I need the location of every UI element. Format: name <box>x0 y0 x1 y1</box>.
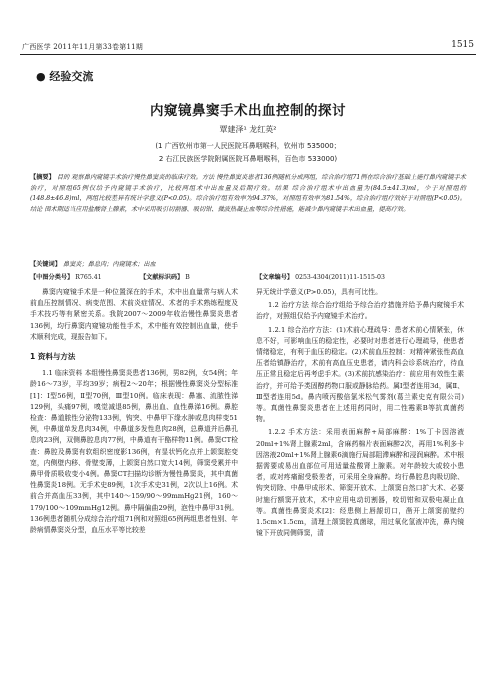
body-column-right <box>256 287 464 539</box>
page-number: 1515 <box>451 40 474 50</box>
affiliation-1: (1 广西钦州市第一人民医院耳鼻咽喉科，钦州市 535000； <box>155 142 341 150</box>
clinical-data-paragraph: 1.1 临床资料 本组慢性鼻窦炎患者136例，男82例，女54例；年龄16～73岁，平均39岁；病程2～20年；根据慢性鼻窦炎分型标准[1]：Ⅰ型56例，Ⅱ型70例，Ⅲ型10例。临床表现：鼻塞、流脓性涕129例，头痛97例，嗅觉减退85例，鼻出血、血性鼻涕16例。鼻腔检查：鼻道脓性分泌物133例，钩突、中鼻甲下缘水肿或息肉样变51例，中鼻道单发息肉34例，中鼻道多发性息肉28例，总鼻道并后鼻孔息肉23例，双侧鼻腔息肉77例，中鼻道有干酪样物11例。鼻窦CT检查：鼻腔及鼻窦有软组织密度影136例，有显状钙化点并上颌窦腔变宽，内侧壁内移、骨壁变薄，上颌窦自然口宽大14例，筛窦受累并中鼻甲骨质吸收变小4例。鼻窦CT扫描均诊断为慢性鼻窦炎，其中真菌性鼻窦炎18例。无手术史89例，1次手术史31例，2次以上16例。术前合并高血压33例，其中140～159/90～99mmHg21例，160～179/100～109mmHg12例。鼻中隔偏曲29例，泡性中鼻甲31例。136例患者随机分成综合治疗组71例和对照组65例两组患者性别、年龄病情鼻窦炎分型，血压水平等比较差 <box>30 369 238 535</box>
section-heading-materials-methods: 1 资料与方法 <box>30 352 76 362</box>
keywords-label: 【关键词】 <box>30 261 61 268</box>
article-no-value: 0253-4304(2011)11-1515-03 <box>295 274 385 281</box>
continued-paragraph: 异无统计学意义(P>0.05)，具有可比性。 <box>256 288 382 296</box>
abstract-text: 目的 观察鼻内窥镜手术治疗慢性鼻窦炎的临床疗效。方法 慢性鼻窦炎患者136例随机分成两组，综合治疗组71例在综合治疗基础上施行鼻内窥镜手术治疗，对照组65例仅给予内窥镜手术治疗，比较两组术中出血量及后期疗效。结果 综合治疗组术中出血量为(84.5±41.3)ml，少于对照组的(148.8±46.8)ml，两组比较差异有统计学意义(P<0.05)。综合治疗组有效率为94.37%，对照组有效率为81.54%，综合治疗组疗效好于对照组(P<0.05)。结论 围术期适当应用盐酸肾上腺素，术中采用吸引切割器、吸切钳、微波热凝止血等综合性措施，能减少鼻内窥镜手术出血量，提高疗效。 <box>30 174 466 213</box>
article-title: 内窥镜鼻窦手术出血控制的探讨 <box>150 103 346 119</box>
clc-value: R765.41 <box>75 274 102 281</box>
abstract-label: 【摘要】 <box>30 174 55 181</box>
treatment-methods-paragraph: 1.2 治疗方法 综合治疗组给予综合治疗措施并给予鼻内窥镜手术治疗，对照组仅给予内窥镜手术治疗。 <box>256 301 464 321</box>
section-label: ● 经验交流 <box>36 70 94 83</box>
article-authors: 覃建泽¹ 龙红英² <box>219 125 277 134</box>
body-column-left <box>30 287 238 536</box>
article-no-label: 【文章编号】 <box>256 274 294 281</box>
doc-code-label: 【文献标识码】 <box>140 274 184 281</box>
keywords <box>30 259 466 268</box>
keywords-text: 鼻窦炎；鼻息肉；内窥镜术；出血 <box>62 261 156 268</box>
abstract <box>30 173 466 215</box>
clc-classification <box>30 272 102 281</box>
running-header: 广西医学 2011年11月第33卷第11期 <box>22 43 143 51</box>
header-rule <box>20 54 476 55</box>
surgical-method-paragraph: 1.2.2 手术方法：采用表面麻醉+局部麻醉：1%丁卡因溶液20ml+1%肾上腺素2ml，含麻药棉片表面麻醉2次，再用1%利多卡因溶液20ml+1%肾上腺素6滴施行局部阻滞麻醉和浸润麻醉。术中根据需要或易出血部位可用适量盐酸肾上腺素。对年龄较大或较小患者，或对疼痛耐受极差者，可采用全身麻醉。均行鼻腔息肉吸切除、钩突切除、中鼻甲成形术、筛窦开放术、上颌窦自然口扩大术、必要时施行额窦开放术，术中应用电动切割器，咬切钳和双极电凝止血等。真菌性鼻窦炎术[2]：经患侧上唇龈切口，凿开上颌窦前壁约1.5cm×1.5cm，清理上颌窦腔真菌球，用过氧化氢液冲洗，鼻内镜镜下开放同侧筛窦，清 <box>256 428 464 538</box>
document-code <box>140 272 190 281</box>
comprehensive-treatment-paragraph: 1.2.1 综合治疗方法：(1)术前心理疏导：患者术前心情紧张，休息不好，可影响血压的稳定性，必要时对患者进行心理疏导，使患者情绪稳定，有利于血压的稳定。(2)术前血压控制：对精神紧张性高血压者给镇静治疗，术前有高血压史患者，请内科会诊系统治疗，待血压正常且稳定后再考虑手术。(3)术前抗感染治疗：前应用有效性生素治疗，并可给予类固醇药物口服或静脉给药。属Ⅰ型者连用3d，属Ⅱ、Ⅲ型者连用5d。鼻内喷丙酸倍氯米松气雾剂(葛兰素史克有限公司)等。真菌性鼻窦炎患者在上述用药同时，用二性霉素B等抗真菌药物。 <box>256 325 464 424</box>
article-number <box>256 272 385 281</box>
intro-paragraph: 鼻窦内窥镜手术是一种位置深在的手术，术中出血量常与病人术前血压控制情况、病变范围、术前炎症情况、术者的手术熟练程度及手术技巧等有紧密关系。我院2007～2009年收治慢性鼻窦炎患者136例，均行鼻窦内窥镜功能性手术，术中能有效控制出血量，使手术顺利完成，现报告如下。 <box>30 288 238 341</box>
clc-label: 【中图分类号】 <box>30 274 74 281</box>
doc-code-value: B <box>185 274 190 281</box>
affiliation-2: 2 右江民族医学院附属医院耳鼻咽喉科，百色市 533000) <box>158 155 338 163</box>
